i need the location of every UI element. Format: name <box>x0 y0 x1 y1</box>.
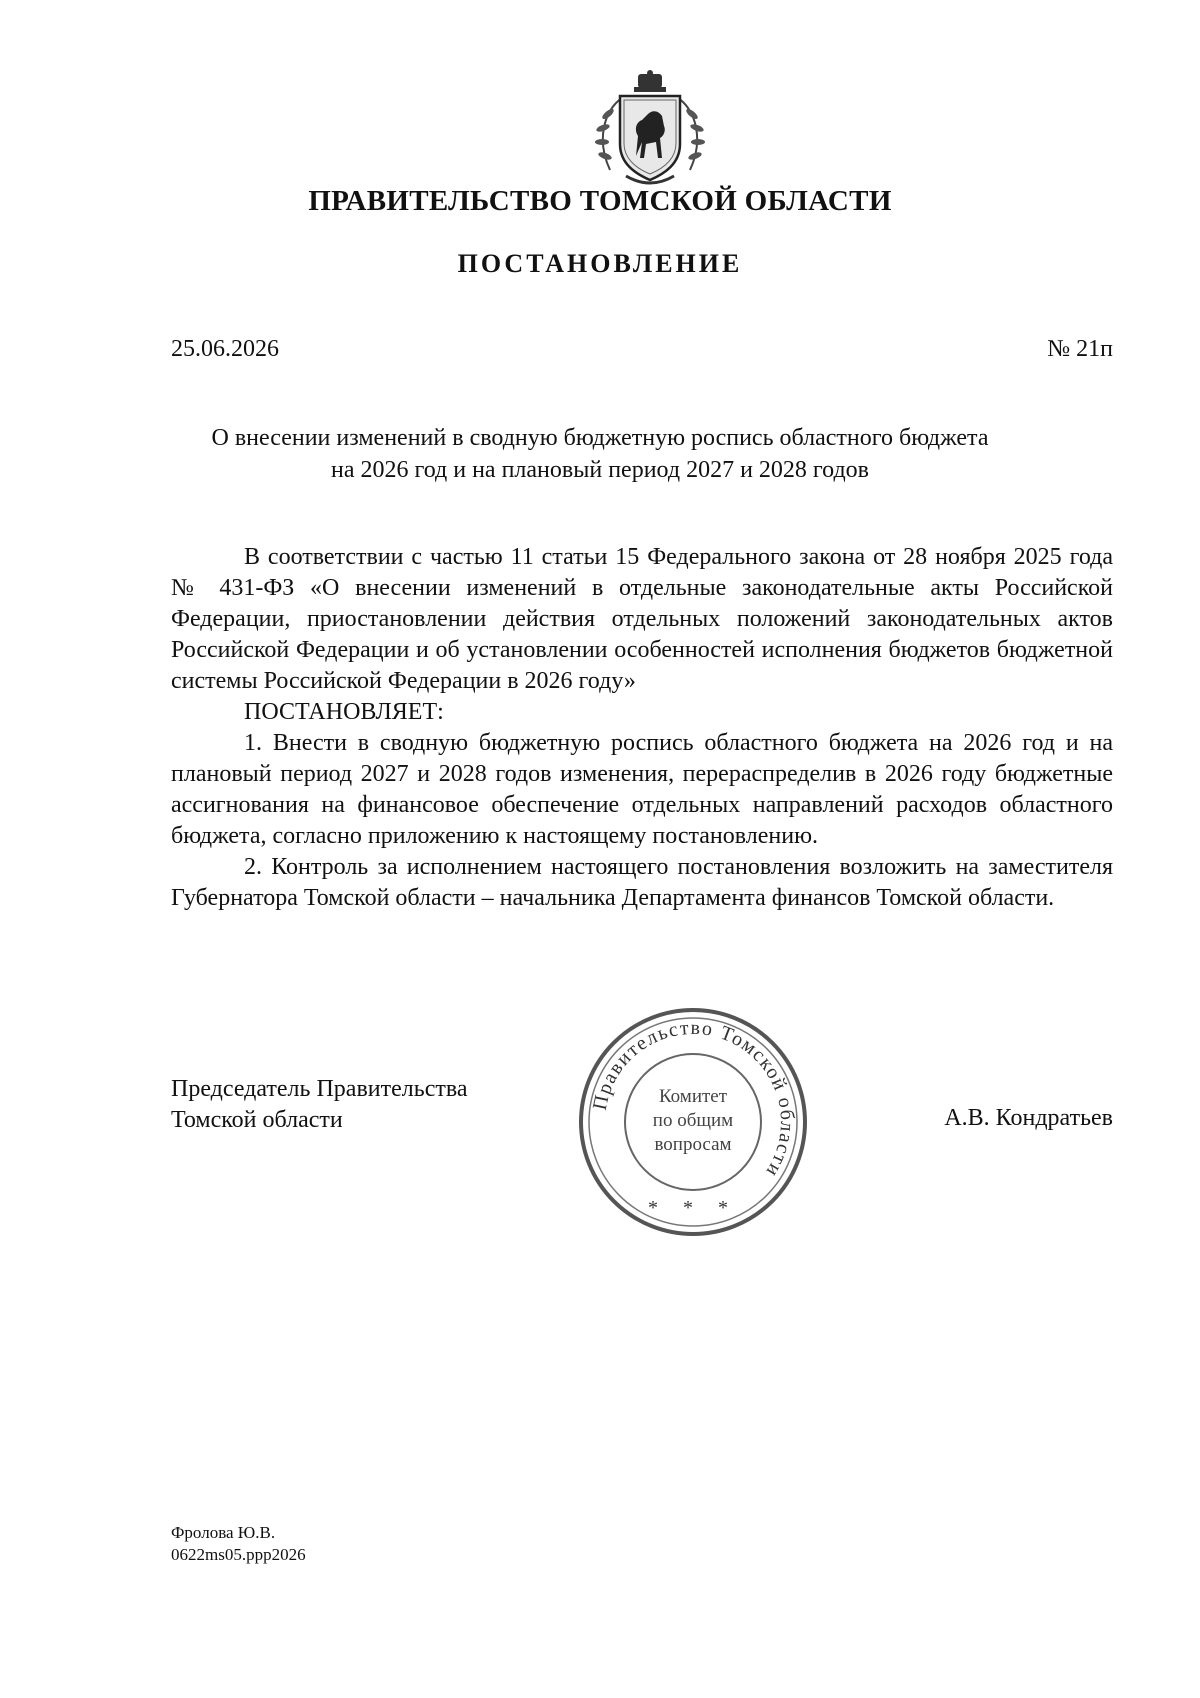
document-number: № 21п <box>1047 336 1113 362</box>
executor-name: Фролова Ю.В. <box>171 1523 276 1542</box>
document-body <box>171 542 1113 914</box>
executor-note <box>171 1522 306 1566</box>
stamp-stars: * * * <box>648 1197 738 1219</box>
stamp-ring-text: Правительство Томской области <box>588 1016 799 1182</box>
body-paragraph-resolves: ПОСТАНОВЛЯЕТ: <box>244 699 444 725</box>
signer-position-line: Томской области <box>171 1107 343 1133</box>
document-date: 25.06.2026 <box>171 336 279 362</box>
stamp-center-line: вопросам <box>654 1134 732 1155</box>
document-type-heading: ПОСТАНОВЛЕНИЕ <box>457 249 743 278</box>
body-paragraph-preamble: В соответствии с частью 11 статьи 15 Федерального закона от 28 ноября 2025 года № 431-ФЗ «О внесении изменений в отдельные законодательные акты Российской Федерации, приостановлении действия отдельных положений законодательных актов Российской Федерации и об установлении особенностей исполнения бюджетов бюджетной системы Российской Федерации в 2026 году» <box>171 544 1113 694</box>
signer-position <box>171 1074 468 1136</box>
signer-name: А.В. Кондратьев <box>944 1105 1113 1131</box>
coat-of-arms-emblem <box>582 70 718 190</box>
body-paragraph-item-1: 1. Внести в сводную бюджетную роспись областного бюджета на 2026 год и на плановый период 2027 и 2028 годов изменения, перераспределив в 2026 году бюджетные ассигнования на финансовое обеспечение отдельных направлений расходов областного бюджета, согласно приложению к настоящему постановлению. <box>171 730 1113 849</box>
stamp-center-line: по общим <box>652 1110 734 1131</box>
document-code: 0622ms05.ppp2026 <box>171 1545 306 1564</box>
document-subject <box>130 422 1070 486</box>
subject-line: на 2026 год и на плановый период 2027 и 2028 годов <box>330 457 870 483</box>
signer-position-line: Председатель Правительства <box>171 1076 468 1102</box>
official-seal-stamp <box>573 1002 813 1242</box>
body-paragraph-item-2: 2. Контроль за исполнением настоящего постановления возложить на заместителя Губернатора Томской области – начальника Департамента финансов Томской области. <box>171 854 1113 911</box>
stamp-center-line: Комитет <box>658 1086 728 1107</box>
organization-title: ПРАВИТЕЛЬСТВО ТОМСКОЙ ОБЛАСТИ <box>308 185 892 217</box>
subject-line: О внесении изменений в сводную бюджетную роспись областного бюджета <box>211 425 989 451</box>
